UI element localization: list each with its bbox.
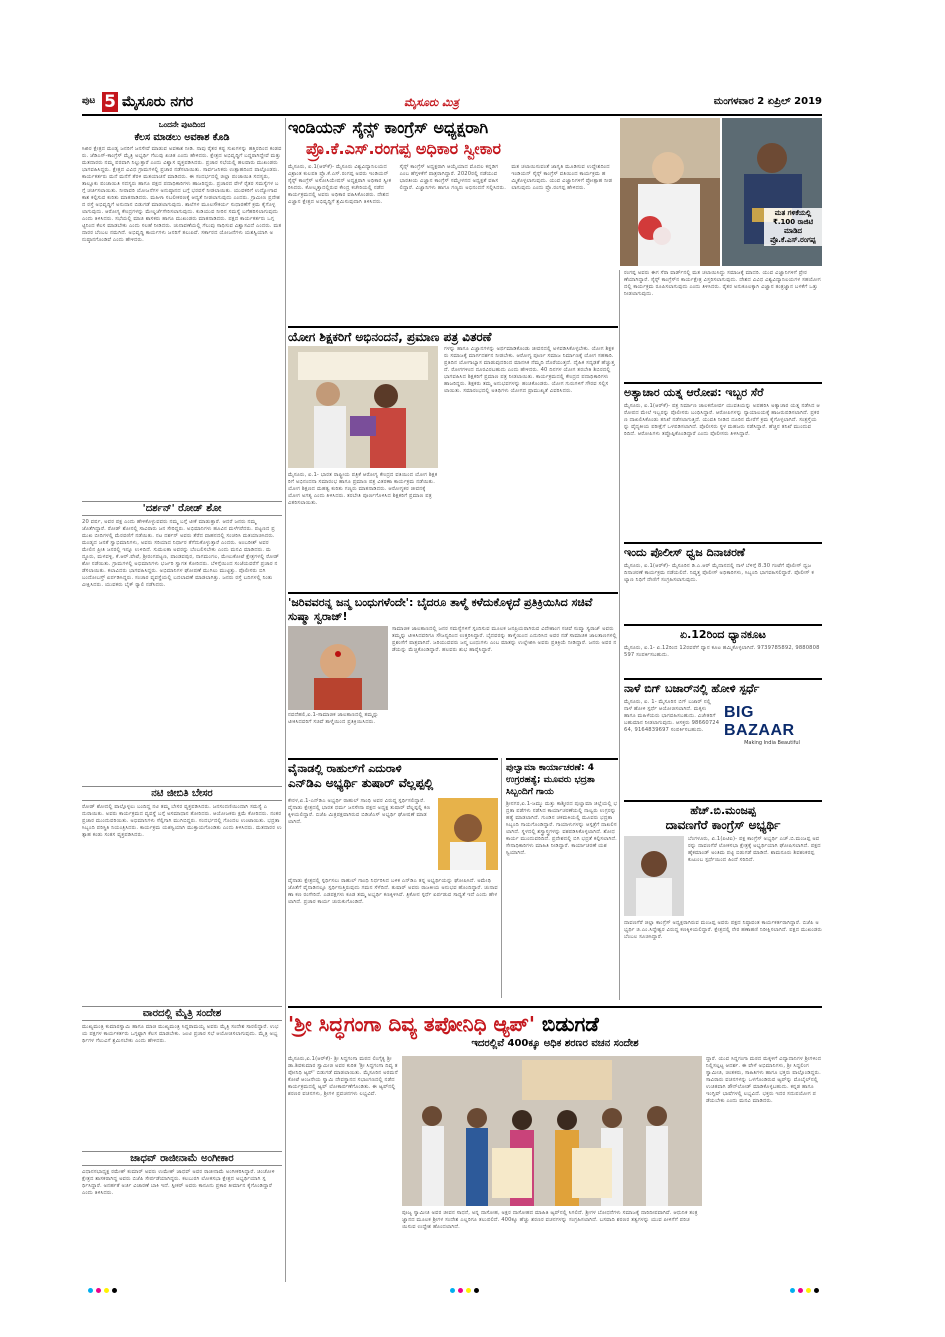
lead-body bbox=[288, 164, 618, 206]
sushma-photo bbox=[288, 626, 388, 710]
yoga-body-2: ಗಳನ್ನು ಹಾಗೂ ವಿಜ್ಞಾನಗಳನ್ನು ಅರ್ಥಮಾಡಿಕೊಂಡು ಜೀವನದಲ್ಲಿ ಅಳವಡಿಸಿಕೊಳ್ಳಬೇಕು. ಯೋಗ ಶಿಕ್ಷಕರು ಸಮಾಜಕ್ಕೆ ಮಾರ್ಗದರ್ಶನ ನೀಡಬೇಕು. ಆರೋಗ್ಯ ಪೂರ್ಣ ಸಮಾಜ ನಿರ್ಮಾಣಕ್ಕೆ ಯೋಗ ಸಹಕಾರಿ. ಪ್ರತಿದಿನ ಯೋಗಾಭ್ಯಾಸ ಮಾಡುವುದರಿಂದ ಮಾನಸಿಕ ನೆಮ್ಮದಿ ದೊರೆಯುತ್ತದೆ. ದೈಹಿಕ ಸದೃಢತೆ ಹೆಚ್ಚುತ್ತದೆ. ರೋಗಗಳಿಂದ ದೂರವಿರಬಹುದು ಎಂದು ಹೇಳಿದರು. 40 ದಿನಗಳ ಯೋಗ ತರಬೇತಿ ಶಿಬಿರದಲ್ಲಿ ಭಾಗವಹಿಸಿದ ಶಿಕ್ಷಕರಿಗೆ ಪ್ರಮಾಣ ಪತ್ರ ನೀಡಲಾಯಿತು. ಕಾರ್ಯಕ್ರಮದಲ್ಲಿ ಕೇಂದ್ರದ ಪದಾಧಿಕಾರಿಗಳು ಹಾಜರಿದ್ದರು. ಶಿಕ್ಷಕರು ತಮ್ಮ ಅನುಭವಗಳನ್ನು ಹಂಚಿಕೊಂಡರು. ಯೋಗ ಗುರುಗಳಿಗೆ ಗೌರವ ಸಲ್ಲಿಸಲಾಯಿತು. ಸಮಾರಂಭದಲ್ಲಿ ಅತಿಥಿಗಳು ಯೋಗದ ಪ್ರಾಮುಖ್ಯತೆ ವಿವರಿಸಿದರು. bbox=[444, 346, 615, 394]
pulwama-body: ಶ್ರೀನಗರ,ಏ.1-ಜಮ್ಮು ಮತ್ತು ಕಾಶ್ಮೀರದ ಪುಲ್ವಾಮಾ ಜಿಲ್ಲೆಯಲ್ಲಿ ಭದ್ರತಾ ಪಡೆಗಳು ನಡೆಸಿದ ಕಾರ್ಯಾಚರಣೆಯಲ್ಲಿ ನಾಲ್ವರು ಉಗ್ರರನ್ನು ಹತ್ಯೆ ಮಾಡಲಾಗಿದೆ. ಗುಂಡಿನ ಚಕಮಕಿಯಲ್ಲಿ ಮೂವರು ಭದ್ರತಾ ಸಿಬ್ಬಂದಿ ಗಾಯಗೊಂಡಿದ್ದಾರೆ. ಗಾಯಾಳುಗಳನ್ನು ಆಸ್ಪತ್ರೆಗೆ ದಾಖಲಿಸಲಾಗಿದೆ. ಸ್ಥಳದಲ್ಲಿ ಶಸ್ತ್ರಾಸ್ತ್ರಗಳನ್ನು ವಶಪಡಿಸಿಕೊಳ್ಳಲಾಗಿದೆ. ಶೋಧ ಕಾರ್ಯ ಮುಂದುವರಿದಿದೆ. ಪ್ರದೇಶದಲ್ಲಿ ಬಿಗಿ ಭದ್ರತೆ ಕಲ್ಪಿಸಲಾಗಿದೆ. ಸೇನಾಧಿಕಾರಿಗಳು ಮಾಹಿತಿ ನೀಡಿದ್ದಾರೆ. ಕಾರ್ಯಾಚರಣೆ ಯಶಸ್ವಿಯಾಗಿದೆ. bbox=[506, 801, 618, 856]
left-kicker: ಒಂದನೇ ಪುಟದಿಂದ bbox=[158, 120, 206, 129]
lead-body-col-3: ಮತ ಚಲಾಯಿಸುವಂತೆ ಜಾಗೃತಿ ಮೂಡಿಸುವ ಉದ್ದೇಶದಿಂದ ಇಂಡಿಯನ್ ಸೈನ್ಸ್ ಕಾಂಗ್ರೆಸ್ ವತಿಯಿಂದ ಕಾರ್ಯಕ್ರಮ ಹಮ್ಮಿಕೊಳ್ಳಲಾಗುವುದು. ಯುವ ವಿಜ್ಞಾನಿಗಳಿಗೆ ಪ್ರೋತ್ಸಾಹ ನೀಡಲಾಗುವುದು ಎಂದು ಪ್ರೊ.ರಂಗಪ್ಪ ಹೇಳಿದರು. bbox=[511, 164, 613, 191]
registration-marks-right bbox=[790, 1288, 819, 1293]
column-rule bbox=[501, 758, 502, 998]
sushma-body-2: ಸಾಮಾಜಿಕ ಜಾಲತಾಣದಲ್ಲಿ ಜನರ ಸಮಸ್ಯೆಗಳಿಗೆ ಸ್ಪಂದಿಸುವ ಮೂಲಕ ಜನಪ್ರಿಯರಾಗಿರುವ ವಿದೇಶಾಂಗ ಸಚಿವೆ ಸುಷ್ಮಾ ಸ್ವರಾಜ್ ಅವರು ತಮ್ಮನ್ನು ಟೀಕಿಸಿದವರಿಗೂ ಸೌಜನ್ಯದಿಂದ ಉತ್ತರಿಸಿದ್ದಾರೆ. ಬೈದವರನ್ನು ತಾಳ್ಮೆಯಿಂದ ಎದುರಿಸಿದ ಅವರ ನಡೆ ಸಾಮಾಜಿಕ ಜಾಲತಾಣಗಳಲ್ಲಿ ಪ್ರಶಂಸೆಗೆ ಪಾತ್ರವಾಗಿದೆ. ಜರಿಯುವವರು ಜನ್ಮ ಬಂಧುಗಳು ಎಂಬ ಮಾತನ್ನು ಉಲ್ಲೇಖಿಸಿ ಅವರು ಪ್ರತಿಕ್ರಿಯೆ ನೀಡಿದ್ದಾರೆ. ಜನರು ಅವರ ನಡೆಯನ್ನು ಮೆಚ್ಚಿಕೊಂಡಿದ್ದಾರೆ. ಹಲವರು ಶುಭ ಹಾರೈಸಿದ್ದಾರೆ. bbox=[392, 626, 617, 653]
rangappa-continued bbox=[624, 270, 822, 378]
lead-headline-1: ಇಂಡಿಯನ್ ಸೈನ್ಸ್ ಕಾಂಗ್ರೆಸ್ ಅಧ್ಯಕ್ಷರಾಗಿ bbox=[288, 118, 489, 137]
siddaganga-story bbox=[288, 1012, 822, 1282]
sushma-story bbox=[288, 592, 618, 742]
yoga-photo bbox=[288, 346, 438, 468]
pulwama-story bbox=[506, 758, 618, 998]
siddaganga-body-3: ಪೂಜ್ಯ ಸ್ವಾಮೀಜಿ ಅವರ ಜೀವನ ಸಾಧನೆ, ಅನ್ನ ದಾಸೋಹ, ಅಕ್ಷರ ದಾಸೋಹದ ಮಾಹಿತಿ ಆ್ಯಪ್‌ನಲ್ಲಿ ಸಿಗಲಿದೆ. ಶ್ರೀಗಳ ಬೋಧನೆಗಳು ಸಮಾಜಕ್ಕೆ ದಾರಿದೀಪವಾಗಿವೆ. ಆಧುನಿಕ ತಂತ್ರಜ್ಞಾನದ ಮೂಲಕ ಶ್ರೀಗಳ ಸಂದೇಶ ಎಲ್ಲರಿಗೂ ತಲುಪಲಿದೆ. 400ಕ್ಕೂ ಹೆಚ್ಚು ಶರಣರ ವಚನಗಳನ್ನು ಸಂಗ್ರಹಿಸಲಾಗಿದೆ. ಬಸವಾದಿ ಶರಣರ ತತ್ವಗಳನ್ನು ಯುವ ಪೀಳಿಗೆಗೆ ಪರಿಚಯಿಸುವ ಉದ್ದೇಶ ಹೊಂದಲಾಗಿದೆ. bbox=[402, 1210, 698, 1230]
atrocity-story bbox=[624, 382, 822, 532]
registration-marks-center bbox=[450, 1288, 479, 1293]
bigbazaar-body: ಮೈಸೂರು, ಏ. 1- ಮೈಸೂರಿನ ಬಿಗ್ ಬಜಾರ್ ನಲ್ಲಿ ನಾಳೆ ಹೋಳಿ ಸ್ಪರ್ಧೆ ಆಯೋಜಿಸಲಾಗಿದೆ. ಮಕ್ಕಳು ಹಾಗೂ ಮಹಿಳೆಯರು ಭಾಗವಹಿಸಬಹುದು. ವಿಜೇತರಿಗೆ ಬಹುಮಾನ ನೀಡಲಾಗುವುದು. ಆಸಕ್ತರು 9866072464, 9164839697 ಸಂಪರ್ಕಿಸಬಹುದು. bbox=[624, 699, 720, 733]
bigbazaar-headline: ನಾಳೆ ಬಿಗ್ ಬಜಾರ್‌ನಲ್ಲಿ ಹೋಳಿ ಸ್ಪರ್ಧೆ bbox=[624, 678, 822, 696]
lead-body-col-1: ಮೈಸೂರು, ಏ.1(ಆರ್‌ಕೆ)- ಮೈಸೂರು ವಿಶ್ವವಿದ್ಯಾನಿಲಯದ ವಿಶ್ರಾಂತ ಕುಲಪತಿ ಪ್ರೊ.ಕೆ.ಎಸ್.ರಂಗಪ್ಪ ಅವರು ಇಂಡಿಯನ್ ಸೈನ್ಸ್ ಕಾಂಗ್ರೆಸ್ ಅಸೋಸಿಯೇಷನ್ ಅಧ್ಯಕ್ಷರಾಗಿ ಅಧಿಕಾರ ಸ್ವೀಕರಿಸಿದರು. ಕೋಲ್ಕತ್ತಾದಲ್ಲಿರುವ ಕೇಂದ್ರ ಕಚೇರಿಯಲ್ಲಿ ನಡೆದ ಕಾರ್ಯಕ್ರಮದಲ್ಲಿ ಅವರು ಅಧಿಕಾರ ವಹಿಸಿಕೊಂಡರು. ದೇಶದ ವಿಜ್ಞಾನ ಕ್ಷೇತ್ರದ ಅಭಿವೃದ್ಧಿಗೆ ಶ್ರಮಿಸುವುದಾಗಿ ತಿಳಿಸಿದರು. bbox=[288, 164, 392, 205]
siddaganga-body-1: ಮೈಸೂರು,ಏ.1(ಆರ್‌ಕೆ)- ಶ್ರೀ ಸಿದ್ಧಗಂಗಾ ಮಠದ ಲಿಂಗೈಕ್ಯ ಶ್ರೀ ಡಾ.ಶಿವಕುಮಾರ ಸ್ವಾಮೀಜಿ ಅವರ ಕುರಿತ 'ಶ್ರೀ ಸಿದ್ಧಗಂಗಾ ದಿವ್ಯ ತಪೋನಿಧಿ ಆ್ಯಪ್' ಬಿಡುಗಡೆ ಮಾಡಲಾಯಿತು. ಮೈಸೂರಿನ ಅರಮನೆ ಕೋಟೆ ಆಂಜನೇಯ ಸ್ವಾಮಿ ದೇವಸ್ಥಾನದ ಸಭಾಂಗಣದಲ್ಲಿ ನಡೆದ ಕಾರ್ಯಕ್ರಮದಲ್ಲಿ ಆ್ಯಪ್ ಲೋಕಾರ್ಪಣೆಗೊಂಡಿತು. ಈ ಆ್ಯಪ್‌ನಲ್ಲಿ ಶರಣರ ವಚನಗಳು, ಶ್ರೀಗಳ ಪ್ರವಚನಗಳು ಲಭ್ಯವಿವೆ. bbox=[288, 1056, 398, 1097]
column-rule bbox=[285, 118, 286, 1282]
left-column bbox=[82, 118, 282, 1282]
left-body-maitri: ಮುಖ್ಯಮಂತ್ರಿ ಕುಮಾರಸ್ವಾಮಿ ಹಾಗೂ ಮಾಜಿ ಮುಖ್ಯಮಂತ್ರಿ ಸಿದ್ದರಾಮಯ್ಯ ಅವರು ಮೈತ್ರಿ ಸಂದೇಶ ಸಾರಲಿದ್ದಾರೆ. ಉಭಯ ಪಕ್ಷಗಳ ಕಾರ್ಯಕರ್ತರು ಒಗ್ಗಟ್ಟಾಗಿ ಕೆಲಸ ಮಾಡಬೇಕು. ಜಂಟಿ ಪ್ರಚಾರ ಸಭೆ ಆಯೋಜಿಸಲಾಗುವುದು. ಮೈತ್ರಿ ಅಭ್ಯರ್ಥಿಗಳ ಗೆಲುವಿಗೆ ಶ್ರಮಿಸಬೇಕು ಎಂದು ಹೇಳಿದರು. bbox=[82, 1024, 279, 1044]
left-headline: ಕೆಲಸ ಮಾಡಲು ಅವಕಾಶ ಕೊಡಿ bbox=[134, 132, 230, 143]
page-label: ಪುಟ bbox=[82, 96, 96, 106]
thushar-photo bbox=[438, 798, 498, 870]
registration-marks-left bbox=[88, 1288, 117, 1293]
siddaganga-headline bbox=[288, 1012, 822, 1036]
left-body-text: ಸಿಖಿರ ಕ್ಷೇತ್ರದ ಮಂಡ್ಯ ಜನರಿಗೆ ಜನಸೇವೆ ಮಾಡುವ ಅವಕಾಶ ನೀಡಿ. ನಾವು ರೈತರ ಕಷ್ಟ ಸುಖಗಳನ್ನು ಹತ್ತಿರದಿಂದ ಕಂಡವರು. ಜೆಡಿಎಸ್-ಕಾಂಗ್ರೆಸ್ ಮೈತ್ರಿ ಅಭ್ಯರ್ಥಿ ಗೆಲುವು ಖಚಿತ ಎಂದು ಹೇಳಿದರು. ಕ್ಷೇತ್ರದ ಅಭಿವೃದ್ಧಿಗೆ ಬದ್ಧರಾಗಿದ್ದೇವೆ ಮತ್ತು ಮತದಾರರು ನಮ್ಮ ಪರವಾಗಿ ನಿಲ್ಲುತ್ತಾರೆ ಎಂದು ವಿಶ್ವಾಸ ವ್ಯಕ್ತಪಡಿಸಿದರು. ಪ್ರಚಾರ ಸಭೆಯಲ್ಲಿ ಹಲವಾರು ಮುಖಂಡರು ಭಾಗವಹಿಸಿದ್ದರು. ಕ್ಷೇತ್ರದ ವಿವಿಧ ಗ್ರಾಮಗಳಲ್ಲಿ ಪ್ರಚಾರ ನಡೆಸಲಾಯಿತು. ಸಾರ್ವಜನಿಕರು ಉತ್ಸಾಹದಿಂದ ಪಾಲ್ಗೊಂಡರು. ಕಾರ್ಯಕರ್ತರು ಮನೆ ಮನೆಗೆ ತೆರಳಿ ಮತಯಾಚನೆ ಮಾಡಿದರು. ಈ ಸಂದರ್ಭದಲ್ಲಿ ಜಿಲ್ಲಾ ಪಂಚಾಯಿತಿ ಸದಸ್ಯರು, ತಾಲ್ಲೂಕು ಪಂಚಾಯಿತಿ ಸದಸ್ಯರು ಹಾಗೂ ಪಕ್ಷದ ಪದಾಧಿಕಾರಿಗಳು ಹಾಜರಿದ್ದರು. ಪ್ರಚಾರದ ವೇಳೆ ರೈತರ ಸಮಸ್ಯೆಗಳ ಬಗ್ಗೆ ಚರ್ಚಿಸಲಾಯಿತು. ನೀರಾವರಿ ಯೋಜನೆಗಳ ಅನುಷ್ಠಾನದ ಬಗ್ಗೆ ಭರವಸೆ ನೀಡಲಾಯಿತು. ಯುವಕರಿಗೆ ಉದ್ಯೋಗಾವಕಾಶ ಕಲ್ಪಿಸುವ ಕುರಿತು ಮಾತನಾಡಿದರು. ಮಹಿಳಾ ಸಬಲೀಕರಣಕ್ಕೆ ಆದ್ಯತೆ ನೀಡಲಾಗುವುದು ಎಂದರು. ಗ್ರಾಮೀಣ ಪ್ರದೇಶದ ರಸ್ತೆ ಅಭಿವೃದ್ಧಿಗೆ ಅನುದಾನ ಬಿಡುಗಡೆ ಮಾಡಲಾಗುವುದು. ಶಾಲೆಗಳ ಮೂಲಸೌಕರ್ಯ ಸುಧಾರಣೆಗೆ ಕ್ರಮ ಕೈಗೊಳ್ಳಲಾಗುವುದು. ಆರೋಗ್ಯ ಕೇಂದ್ರಗಳನ್ನು ಮೇಲ್ದರ್ಜೆಗೇರಿಸಲಾಗುವುದು. ಕುಡಿಯುವ ನೀರಿನ ಸಮಸ್ಯೆ ಬಗೆಹರಿಸಲಾಗುವುದು ಎಂದು ತಿಳಿಸಿದರು. ಸಭೆಯಲ್ಲಿ ಮಾಜಿ ಶಾಸಕರು ಹಾಗೂ ಮುಖಂಡರು ಮಾತನಾಡಿದರು. ಪಕ್ಷದ ಕಾರ್ಯಕರ್ತರು ಒಗ್ಗಟ್ಟಿನಿಂದ ಕೆಲಸ ಮಾಡಬೇಕು ಎಂದು ಸಲಹೆ ನೀಡಿದರು. ಚುನಾವಣೆಯಲ್ಲಿ ಗೆಲುವು ಸಾಧಿಸುವ ವಿಶ್ವಾಸವಿದೆ ಎಂದರು. ಮತದಾರರ ಬೆಂಬಲ ನಮಗಿದೆ. ಅಭಿವೃದ್ಧಿ ಕಾರ್ಯಗಳು ಜನರಿಗೆ ತಲುಪಿವೆ. ಸರ್ಕಾರದ ಯೋಜನೆಗಳು ಯಶಸ್ವಿಯಾಗಿ ಅನುಷ್ಠಾನಗೊಂಡಿವೆ ಎಂದು ಹೇಳಿದರು. bbox=[82, 146, 282, 243]
issue-date: ಮಂಗಳವಾರ 2 ಏಪ್ರಿಲ್ 2019 bbox=[713, 96, 822, 107]
column-rule bbox=[619, 270, 620, 1000]
siddaganga-photo bbox=[402, 1056, 702, 1206]
newspaper-page bbox=[82, 92, 822, 1282]
page-number: 5 bbox=[102, 92, 118, 112]
masthead-rule bbox=[82, 114, 822, 116]
pulwama-headline: ಪುಲ್ವಾಮಾ ಕಾರ್ಯಾಚರಣೆ: 4 ಉಗ್ರರಹತ್ಯೆ; ಮೂವರು ಭದ್ರತಾ ಸಿಬ್ಬಂದಿಗೆ ಗಾಯ bbox=[506, 758, 618, 798]
sushma-headline: 'ಜರಿವವರನ್ನ ಜನ್ಮ ಬಂಧುಗಳೆಂದೇ': ಬೈದರೂ ತಾಳ್ಮೆ ಕಳೆದುಕೊಳ್ಳದೆ ಪ್ರತಿಕ್ರಿಯಿಸಿದ ಸಚಿವೆ ಸುಷ್ಮಾ ಸ್ವರಾಜ್! bbox=[288, 592, 618, 624]
left-story-jiti bbox=[82, 783, 282, 943]
manjappa-headline-1: ಹೆಚ್.ಬಿ.ಮಂಜಪ್ಪ bbox=[624, 800, 822, 818]
left-story-maitri bbox=[82, 1003, 282, 1123]
siddaganga-subhead: ಇದರಲ್ಲಿವೆ 400ಕ್ಕೂ ಅಧಿಕ ಶರಣರ ವಚನ ಸಂದೇಶ bbox=[471, 1038, 639, 1049]
left-story-jadhav bbox=[82, 1148, 282, 1282]
left-body-jiti: ರೋಡ್ ಶೋದಲ್ಲಿ ಪಾಲ್ಗೊಳ್ಳಲು ಬಂದಿದ್ದ ನಟಿ ತಮ್ಮ ಬೇಸರ ವ್ಯಕ್ತಪಡಿಸಿದರು. ಜನಸಂದಣಿಯಿಂದಾಗಿ ಸಮಸ್ಯೆ ಎದುರಾಯಿತು. ಅವರು ಕಾರ್ಯಕ್ರಮದ ವ್ಯವಸ್ಥೆ ಬಗ್ಗೆ ಅಸಮಾಧಾನ ತೋರಿದರು. ಆಯೋಜಕರು ಕ್ಷಮೆ ಕೋರಿದರು. ನಂತರ ಪ್ರಚಾರ ಮುಂದುವರಿಯಿತು. ಅಭಿಮಾನಿಗಳು ಸೆಲ್ಫಿಗಾಗಿ ಮುಗಿಬಿದ್ದರು. ಸಂದರ್ಭದಲ್ಲಿ ಗೊಂದಲ ಉಂಟಾಯಿತು. ಭದ್ರತಾ ಸಿಬ್ಬಂದಿ ಪರಿಸ್ಥಿತಿ ನಿಯಂತ್ರಿಸಿದರು. ಕಾರ್ಯಕ್ರಮ ಯಶಸ್ವಿಯಾಗಿ ಮುಕ್ತಾಯಗೊಂಡಿತು ಎಂದು ತಿಳಿಸಿದರು. ಮತದಾರರ ಉತ್ಸಾಹ ಕಂಡು ಸಂತಸ ವ್ಯಕ್ತಪಡಿಸಿದರು. bbox=[82, 804, 282, 838]
wayanad-story bbox=[288, 758, 498, 998]
manjappa-story bbox=[624, 800, 822, 1000]
left-body-darshan: 20 ವರ್ಷ, ಅವರ ಪಕ್ಷ ಎಂದು ಹೇಳಿಕೊಳ್ಳುವವರು ನಮ್ಮ ಬಗ್ಗೆ ಟೀಕೆ ಮಾಡುತ್ತಾರೆ. ಆದರೆ ಜನರು ನಮ್ಮ ಜೊತೆಗಿದ್ದಾರೆ. ರೋಡ್ ಶೋನಲ್ಲಿ ಸಾವಿರಾರು ಜನ ಸೇರಿದ್ದರು. ಅಭಿಮಾನಿಗಳು ಹೂವಿನ ಮಳೆಗರೆದರು. ಪಟ್ಟಣದ ಪ್ರಮುಖ ಬೀದಿಗಳಲ್ಲಿ ಮೆರವಣಿಗೆ ನಡೆಯಿತು. ನಟ ದರ್ಶನ್ ಅವರು ತೆರೆದ ವಾಹನದಲ್ಲಿ ಸಂಚರಿಸಿ ಮತಯಾಚಿಸಿದರು. ಮಂಡ್ಯದ ಜನತೆ ಸ್ವಾಭಿಮಾನಿಗಳು, ಅವರು ಸರಿಯಾದ ನಿರ್ಧಾರ ತೆಗೆದುಕೊಳ್ಳುತ್ತಾರೆ ಎಂದರು. ಅಂಬರೀಶ್ ಅವರ ಮೇಲಿನ ಪ್ರೀತಿ ಜನರಲ್ಲಿ ಇನ್ನೂ ಉಳಿದಿದೆ. ಸುಮಲತಾ ಅವರನ್ನು ಬೆಂಬಲಿಸಬೇಕು ಎಂದು ಮನವಿ ಮಾಡಿದರು. ಮದ್ದೂರು, ಮಳವಳ್ಳಿ, ಕೆ.ಆರ್.ಪೇಟೆ, ಶ್ರೀರಂಗಪಟ್ಟಣ, ಪಾಂಡವಪುರ, ನಾಗಮಂಗಲ, ಮೇಲುಕೋಟೆ ಕ್ಷೇತ್ರಗಳಲ್ಲಿ ರೋಡ್ ಶೋ ನಡೆಯಿತು. ಗ್ರಾಮಗಳಲ್ಲಿ ಅಭಿಮಾನಿಗಳು ಭರ್ಜರಿ ಸ್ವಾಗತ ಕೋರಿದರು. ಬೆಳಿಗ್ಗೆಯಿಂದ ಸಂಜೆಯವರೆಗೆ ಪ್ರಚಾರ ನಡೆಸಲಾಯಿತು. ಕಲಾವಿದರು ಭಾಗವಹಿಸಿದ್ದರು. ಅಭಿಮಾನಿಗಳ ಘೋಷಣೆ ಮುಗಿಲು ಮುಟ್ಟಿತ್ತು. ಪೊಲೀಸರು ಬಿಗಿ ಬಂದೋಬಸ್ತ್ ಏರ್ಪಡಿಸಿದ್ದರು. ಸಂಚಾರ ವ್ಯವಸ್ಥೆಯಲ್ಲಿ ಬದಲಾವಣೆ ಮಾಡಲಾಗಿತ್ತು. ಜನರು ರಸ್ತೆ ಬದಿಗಳಲ್ಲಿ ನಿಂತು ವೀಕ್ಷಿಸಿದರು. ಯುವಕರು ಬೈಕ್ ರ‍್ಯಾಲಿ ನಡೆಸಿದರು. bbox=[82, 519, 280, 588]
section-name: ಮೈಸೂರು ನಗರ bbox=[122, 94, 194, 110]
paper-name: ಮೈಸೂರು ಮಿತ್ರ bbox=[404, 96, 459, 109]
wayanad-body-1: ಕೇರಳ,ಏ.1-ಎನ್‌ಡಿಎ ಅಭ್ಯರ್ಥಿ ರಾಹುಲ್ ಗಾಂಧಿ ಅವರ ವಿರುದ್ಧ ಸ್ಪರ್ಧಿಸಲಿದ್ದಾರೆ. ವೈನಾಡು ಕ್ಷೇತ್ರದಲ್ಲಿ ಭಾರತ ಧರ್ಮ ಜನಸೇನಾ ಪಕ್ಷದ ಅಧ್ಯಕ್ಷ ತುಷಾರ್ ವೆಲ್ಲಪ್ಪಲ್ಲಿ ಕಣಕ್ಕಿಳಿಯಲಿದ್ದಾರೆ. ಬಿಜೆಪಿ ಮಿತ್ರಪಕ್ಷವಾಗಿರುವ ಬಿಡಿಜೆಎಸ್ ಅಭ್ಯರ್ಥಿ ಘೋಷಣೆ ಮಾಡಲಾಗಿದೆ. bbox=[288, 798, 431, 825]
dhyana-story bbox=[624, 624, 822, 672]
manjappa-photo bbox=[624, 836, 684, 916]
manjappa-body-1: ಬೆಂಗಳೂರು, ಏ.1(ಪಿಟಿಐ)- ಪಕ್ಷ ಕಾಂಗ್ರೆಸ್ ಅಭ್ಯರ್ಥಿ ಎಚ್.ಬಿ.ಮಂಜಪ್ಪ ಅವರನ್ನು ದಾವಣಗೆರೆ ಲೋಕಸಭಾ ಕ್ಷೇತ್ರಕ್ಕೆ ಅಭ್ಯರ್ಥಿಯಾಗಿ ಘೋಷಿಸಲಾಗಿದೆ. ಪಕ್ಷದ ಹೈಕಮಾಂಡ್ ಅಂತಿಮ ಪಟ್ಟಿ ಬಿಡುಗಡೆ ಮಾಡಿದೆ. ಶಾಮನೂರು ಶಿವಶಂಕರಪ್ಪ ಕುಟುಂಬ ಸ್ಪರ್ಧೆಯಿಂದ ಹಿಂದೆ ಸರಿದಿದೆ. bbox=[688, 836, 821, 863]
yoga-headline: ಯೋಗ ಶಿಕ್ಷಕರಿಗೆ ಅಭಿನಂದನೆ, ಪ್ರಮಾಣ ಪತ್ರ ವಿತರಣೆ bbox=[288, 326, 618, 344]
left-story-main bbox=[82, 120, 282, 400]
masthead bbox=[82, 92, 822, 120]
yoga-body-1: ಮೈಸೂರು, ಏ.1- ಭಾರತ ರಾಷ್ಟ್ರೀಯ ಪತ್ರಿಕೆ ಆರೋಗ್ಯ ಕೇಂದ್ರದ ವತಿಯಿಂದ ಯೋಗ ಶಿಕ್ಷಕರಿಗೆ ಅಭಿನಂದನಾ ಸಮಾರಂಭ ಹಾಗೂ ಪ್ರಮಾಣ ಪತ್ರ ವಿತರಣಾ ಕಾರ್ಯಕ್ರಮ ನಡೆಯಿತು. ಯೋಗ ಶಿಕ್ಷಣದ ಮಹತ್ವ ಕುರಿತು ಗಣ್ಯರು ಮಾತನಾಡಿದರು. ಆರೋಗ್ಯಕರ ಜೀವನಕ್ಕೆ ಯೋಗ ಅಗತ್ಯ ಎಂದು ತಿಳಿಸಿದರು. ತರಬೇತಿ ಪೂರ್ಣಗೊಳಿಸಿದ ಶಿಕ್ಷಕರಿಗೆ ಪ್ರಮಾಣ ಪತ್ರ ವಿತರಿಸಲಾಯಿತು. bbox=[288, 472, 438, 506]
bigbazaar-tagline: Making India Beautiful bbox=[744, 740, 800, 746]
atrocity-body: ಮೈಸೂರು, ಏ.1(ಆರ್‌ಕೆ)- ಪತ್ರ ನಿರ್ಮಾಣ ಚಾಲಕನೋರ್ವ ಯುವತಿಯನ್ನು ಅಪಹರಿಸಿ ಅತ್ಯಾಚಾರ ಯತ್ನ ನಡೆಸಿದ ಆರೋಪದ ಮೇಲೆ ಇಬ್ಬರನ್ನು ಪೊಲೀಸರು ಬಂಧಿಸಿದ್ದಾರೆ. ಆರೋಪಿಗಳನ್ನು ನ್ಯಾಯಾಲಯಕ್ಕೆ ಹಾಜರುಪಡಿಸಲಾಗಿದೆ. ಪ್ರಕರಣ ದಾಖಲಿಸಿಕೊಂಡು ತನಿಖೆ ನಡೆಸಲಾಗುತ್ತಿದೆ. ಯುವತಿ ನೀಡಿದ ದೂರಿನ ಮೇರೆಗೆ ಕ್ರಮ ಕೈಗೊಳ್ಳಲಾಗಿದೆ. ಸಂತ್ರಸ್ತೆಯನ್ನು ವೈದ್ಯಕೀಯ ಪರೀಕ್ಷೆಗೆ ಒಳಪಡಿಸಲಾಗಿದೆ. ಪೊಲೀಸರು ಸ್ಥಳ ಮಹಜರು ನಡೆಸಿದ್ದಾರೆ. ಹೆಚ್ಚಿನ ತನಿಖೆ ಮುಂದುವರಿದಿದೆ. ಆರೋಪಿಗಳು ತಪ್ಪೊಪ್ಪಿಕೊಂಡಿದ್ದಾರೆ ಎಂದು ಪೊಲೀಸರು ತಿಳಿಸಿದ್ದಾರೆ. bbox=[624, 403, 820, 437]
police-flag-headline: ಇಂದು ಪೊಲೀಸ್ ಧ್ವಜ ದಿನಾಚರಣೆ bbox=[624, 542, 822, 560]
left-subhead-darshan: 'ದರ್ಶನ್' ರೋಡ್ ಶೋ bbox=[82, 501, 282, 516]
lead-body-col-2: ಸೈನ್ಸ್ ಕಾಂಗ್ರೆಸ್ ಅಧ್ಯಕ್ಷರಾಗಿ ಆಯ್ಕೆಯಾದ ಮೊದಲ ಕನ್ನಡಿಗ ಎಂಬ ಹೆಗ್ಗಳಿಕೆಗೆ ಪಾತ್ರರಾಗಿದ್ದಾರೆ. 2020ರಲ್ಲಿ ನಡೆಯುವ ಭಾರತೀಯ ವಿಜ್ಞಾನ ಕಾಂಗ್ರೆಸ್ ಸಮ್ಮೇಳನದ ಅಧ್ಯಕ್ಷತೆ ವಹಿಸಲಿದ್ದಾರೆ. ವಿಜ್ಞಾನಿಗಳು ಹಾಗೂ ಗಣ್ಯರು ಅಭಿನಂದನೆ ಸಲ್ಲಿಸಿದರು. bbox=[399, 164, 507, 191]
left-subhead-jiti: ನಟಿ ಜೀಬಿತಿ ಬೇಸರ bbox=[82, 786, 282, 801]
wayanad-headline-2: ಎನ್‌ಡಿಎ ಅಭ್ಯರ್ಥಿ ತುಷಾರ್ ವೆಲ್ಲಪ್ಪಲ್ಲಿ bbox=[288, 776, 434, 790]
bigbazaar-logo bbox=[724, 704, 820, 748]
photo-caption: ಮತ ಗಳಿಕೆಯಲ್ಲಿ ₹.100 ರಾಜಿಟಿ ಮಾಡಿದ ಪ್ರೊ.ಕೆ.ಎಸ್.ರಂಗಪ್ಪ bbox=[764, 208, 822, 246]
siddaganga-headline-black: ಬಿಡುಗಡೆ bbox=[541, 1012, 599, 1036]
rangappa-continued-body: ರಂಗಪ್ಪ ಅವರು ಈಗ ಸೆರಾ ವಾರ್ಡ್‌ನಲ್ಲಿ ಮತ ಚಲಾಯಿಸಿದ್ದು ಸಮಾಜಕ್ಕೆ ಮಾದರಿ. ಯುವ ವಿಜ್ಞಾನಿಗಳಿಗೆ ಪ್ರೇರಣೆಯಾಗಿದ್ದಾರೆ. ಸೈನ್ಸ್ ಕಾಂಗ್ರೆಸ್‌ನ ಕಾರ್ಯಕ್ಷೇತ್ರ ವಿಸ್ತರಿಸಲಾಗುವುದು. ದೇಶದ ವಿವಿಧ ವಿಶ್ವವಿದ್ಯಾನಿಲಯಗಳ ಸಹಯೋಗದಲ್ಲಿ ಕಾರ್ಯಕ್ರಮ ರೂಪಿಸಲಾಗುವುದು ಎಂದು ತಿಳಿಸಿದರು. ರೈತರ ಅನುಕೂಲಕ್ಕಾಗಿ ವಿಜ್ಞಾನ ತಂತ್ರಜ್ಞಾನ ಬಳಕೆಗೆ ಒತ್ತು ನೀಡಲಾಗುವುದು. bbox=[624, 270, 821, 297]
siddaganga-body-2: ದ್ದಾರೆ. ಯುವ ಸಿದ್ದಗಂಗಾ ಮಠದ ಮಕ್ಕಳಿಗೆ ವಿದ್ಯಾದಾನಿಗಳ ಶ್ರೀಗಳಿಂದ ನಿಲ್ಲಿಸಲ್ಪಟ್ಟ ಆದರ್ಶ. ಈ ವೇಳೆ ಅಭಿಮಾನಿಗಳು, ಶ್ರೀ ಸಿದ್ದಲಿಂಗ ಸ್ವಾಮೀಜಿ, ಚಿಂತಕರು, ಸಾಹಿತಿಗಳು ಹಾಗೂ ಭಕ್ತರು ಪಾಲ್ಗೊಂಡಿದ್ದರು. ಸಾವಿರಾರು ವಚನಗಳನ್ನು ಒಳಗೊಂಡಿರುವ ಆ್ಯಪ್‌ನ್ನು ಮೊಬೈಲ್‌ನಲ್ಲಿ ಉಚಿತವಾಗಿ ಡೌನ್‌ಲೋಡ್ ಮಾಡಿಕೊಳ್ಳಬಹುದು. ಕನ್ನಡ ಹಾಗೂ ಇಂಗ್ಲಿಷ್ ಭಾಷೆಗಳಲ್ಲಿ ಲಭ್ಯವಿದೆ. ಭಕ್ತರು ಇದರ ಸದುಪಯೋಗ ಪಡೆಯಬೇಕು ಎಂದು ಮನವಿ ಮಾಡಿದರು. bbox=[706, 1056, 822, 1104]
manjappa-body-2: ದಾವಣಗೆರೆ ಜಿಲ್ಲಾ ಕಾಂಗ್ರೆಸ್ ಅಧ್ಯಕ್ಷರಾಗಿರುವ ಮಂಜಪ್ಪ ಅವರು ಪಕ್ಷದ ನಿಷ್ಠಾವಂತ ಕಾರ್ಯಕರ್ತರಾಗಿದ್ದಾರೆ. ಬಿಜೆಪಿ ಅಭ್ಯರ್ಥಿ ಜಿ.ಎಂ.ಸಿದ್ದೇಶ್ವರ ವಿರುದ್ಧ ಕಣಕ್ಕಿಳಿಯಲಿದ್ದಾರೆ. ಕ್ಷೇತ್ರದಲ್ಲಿ ನೇರ ಹಣಾಹಣಿ ನಿರೀಕ್ಷಿಸಲಾಗಿದೆ. ಪಕ್ಷದ ಮುಖಂಡರು ಬೆಂಬಲ ಸೂಚಿಸಿದ್ದಾರೆ. bbox=[624, 920, 822, 940]
dhyana-headline: ಏ.12ರಿಂದ ಧ್ಯಾನಕೂಟ bbox=[624, 624, 822, 642]
yoga-story bbox=[288, 326, 618, 576]
left-subhead-jadhav: ಜಾಧವ್ ರಾಜೀನಾಮೆ ಅಂಗೀಕಾರ bbox=[82, 1151, 282, 1166]
rangappa-photo-left bbox=[620, 118, 720, 266]
wayanad-body-2: ವೈನಾಡು ಕ್ಷೇತ್ರದಲ್ಲಿ ಸ್ಪರ್ಧಿಸಲು ರಾಹುಲ್ ಗಾಂಧಿ ನಿರ್ಧರಿಸಿದ ಬಳಿಕ ಎನ್‌ಡಿಎ ತನ್ನ ಅಭ್ಯರ್ಥಿಯನ್ನು ಘೋಷಿಸಿದೆ. ಅಮೇಥಿ ಜೊತೆಗೆ ವೈನಾಡಿನಲ್ಲೂ ಸ್ಪರ್ಧಿಸುತ್ತಿರುವುದು ಗಮನ ಸೆಳೆದಿದೆ. ತುಷಾರ್ ಅವರು ರಾಜಕೀಯ ಅನುಭವ ಹೊಂದಿದ್ದಾರೆ. ಚುನಾವಣಾ ಕಣ ರಂಗೇರಿದೆ. ಎಡಪಕ್ಷಗಳು ಕೂಡ ತಮ್ಮ ಅಭ್ಯರ್ಥಿ ಕಣಕ್ಕಿಳಿಸಿವೆ. ತ್ರಿಕೋನ ಸ್ಪರ್ಧೆ ಏರ್ಪಡುವ ಸಾಧ್ಯತೆ ಇದೆ ಎಂದು ಹೇಳಲಾಗಿದೆ. ಪ್ರಚಾರ ಕಾರ್ಯ ಚುರುಕುಗೊಂಡಿದೆ. bbox=[288, 878, 498, 905]
bottom-rule bbox=[288, 1006, 822, 1008]
siddaganga-headline-red: 'ಶ್ರೀ ಸಿದ್ಧಗಂಗಾ ದಿವ್ಯ ತಪೋನಿಧಿ ಆ್ಯಪ್' bbox=[288, 1012, 535, 1036]
manjappa-headline-2: ದಾವಣಗೆರೆ ಕಾಂಗ್ರೆಸ್ ಅಭ್ಯರ್ಥಿ bbox=[665, 818, 781, 832]
police-flag-body: ಮೈಸೂರು, ಏ.1(ಆರ್‌ಕೆ)- ಮೈಸೂರಿನ ಡಿ.ಎ.ಆರ್ ಮೈದಾನದಲ್ಲಿ ನಾಳೆ ಬೆಳಿಗ್ಗೆ 8.30 ಗಂಟೆಗೆ ಪೊಲೀಸ್ ಧ್ವಜ ದಿನಾಚರಣೆ ಕಾರ್ಯಕ್ರಮ ನಡೆಯಲಿದೆ. ನಿವೃತ್ತ ಪೊಲೀಸ್ ಅಧಿಕಾರಿಗಳು, ಸಿಬ್ಬಂದಿ ಭಾಗವಹಿಸಲಿದ್ದಾರೆ. ಪೊಲೀಸ್ ಕಲ್ಯಾಣ ನಿಧಿಗೆ ದೇಣಿಗೆ ಸಂಗ್ರಹಿಸಲಾಗುವುದು. bbox=[624, 563, 815, 583]
atrocity-headline: ಅತ್ಯಾಚಾರ ಯತ್ನ ಆರೋಪ: ಇಬ್ಬರ ಸೆರೆ bbox=[624, 382, 822, 400]
dhyana-body: ಮೈಸೂರು, ಏ.1- ಏ.12ರಿಂದ 12ರವರೆಗೆ ಧ್ಯಾನ ಕೂಟ ಹಮ್ಮಿಕೊಳ್ಳಲಾಗಿದೆ. 9739785892, 9880808597 ಸಂಪರ್ಕಿಸಬಹುದು. bbox=[624, 645, 820, 658]
left-story-darshan bbox=[82, 498, 282, 758]
lead-headline-2: ಪ್ರೊ.ಕೆ.ಎಸ್.ರಂಗಪ್ಪ ಅಧಿಕಾರ ಸ್ವೀಕಾರ bbox=[306, 139, 501, 158]
left-body-jadhav: ವಿಧಾನಸಭಾಧ್ಯಕ್ಷ ರಮೇಶ್ ಕುಮಾರ್ ಅವರು ಉಮೇಶ್ ಜಾಧವ್ ಅವರ ರಾಜೀನಾಮೆ ಅಂಗೀಕರಿಸಿದ್ದಾರೆ. ಚಿಂಚೋಳಿ ಕ್ಷೇತ್ರದ ಶಾಸಕರಾಗಿದ್ದ ಅವರು ಬಿಜೆಪಿ ಸೇರ್ಪಡೆಯಾಗಿದ್ದರು. ಕಲಬುರಗಿ ಲೋಕಸಭಾ ಕ್ಷೇತ್ರದ ಅಭ್ಯರ್ಥಿಯಾಗಿ ಸ್ಪರ್ಧಿಸಿದ್ದಾರೆ. ಅನರ್ಹತೆ ಅರ್ಜಿ ವಿಚಾರಣೆ ಬಾಕಿ ಇದೆ. ಸ್ಪೀಕರ್ ಅವರು ಕಾನೂನು ಪ್ರಕಾರ ತೀರ್ಮಾನ ಕೈಗೊಂಡಿದ್ದಾರೆ ಎಂದು ತಿಳಿಸಿದರು. bbox=[82, 1169, 275, 1196]
rangappa-photo-pair bbox=[620, 118, 822, 266]
sushma-body-1: ನವದೆಹಲಿ,ಏ.1-ಸಾಮಾಜಿಕ ಜಾಲತಾಣದಲ್ಲಿ ತಮ್ಮನ್ನು ಟೀಕಿಸಿದವರಿಗೆ ಸಚಿವೆ ತಾಳ್ಮೆಯಿಂದ ಪ್ರತಿಕ್ರಿಯಿಸಿದರು. bbox=[288, 712, 379, 725]
wayanad-headline-1: ವೈನಾಡಲ್ಲಿ ರಾಹುಲ್‌ಗೆ ಎದುರಾಳಿ bbox=[288, 758, 498, 776]
left-subhead-maitri: ವಾರದಲ್ಲಿ ಮೈತ್ರಿ ಸಂದೇಶ bbox=[82, 1006, 282, 1021]
bigbazaar-logo-text: BIG BAZAAR bbox=[724, 704, 795, 739]
